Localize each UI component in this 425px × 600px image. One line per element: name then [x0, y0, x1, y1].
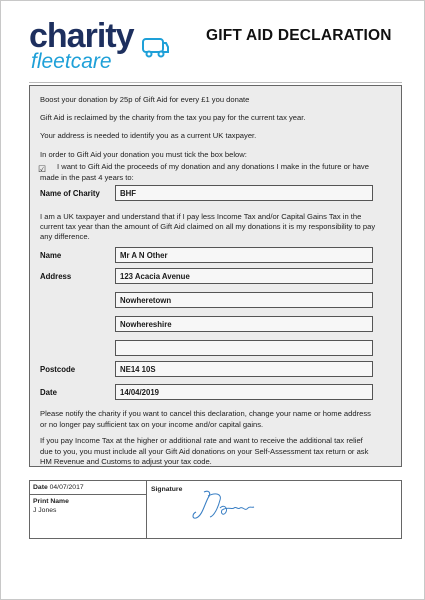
- notes-line-5: HM Revenue and Customs to adjust your tax code.: [40, 457, 212, 466]
- signature-label: Signature: [151, 486, 183, 493]
- footer-date-label: Date: [33, 484, 48, 491]
- notes-line-1: Please notify the charity if you want to cancel this declaration, change your name or home address: [40, 409, 371, 418]
- intro-line-3: Your address is needed to identify you as a current UK taxpayer.: [40, 131, 257, 140]
- address-line-1-field[interactable]: 123 Acacia Avenue: [115, 268, 373, 284]
- header-divider: [29, 82, 402, 83]
- charity-field[interactable]: BHF: [115, 185, 373, 201]
- declaration-box: [29, 85, 402, 467]
- postcode-field[interactable]: NE14 10S: [115, 361, 373, 377]
- intro-line-1: Boost your donation by 25p of Gift Aid for every £1 you donate: [40, 95, 250, 104]
- gift-aid-checkbox[interactable]: ☑: [38, 164, 47, 174]
- intro-line-4: In order to Gift Aid your donation you must tick the box below:: [40, 150, 247, 159]
- date-label: Date: [40, 388, 57, 397]
- print-name-label: Print Name: [33, 498, 69, 505]
- intro-line-2: Gift Aid is reclaimed by the charity from the tax you pay for the current tax year.: [40, 113, 306, 122]
- taxpayer-line-1: I am a UK taxpayer and understand that if I pay less Income Tax and/or Capital Gains Tax in the: [40, 212, 362, 221]
- checkbox-text-line-1: I want to Gift Aid the proceeds of my donation and any donations I make in the future or have: [57, 162, 369, 171]
- notes-line-4: due to you, you must include all your Gift Aid donations on your Self-Assessment tax return or ask: [40, 447, 369, 456]
- taxpayer-line-3: any difference.: [40, 232, 90, 241]
- signature-box: [29, 480, 402, 539]
- notes-line-2: or no longer pay sufficient tax on your income and/or capital gains.: [40, 420, 264, 429]
- notes-line-3: If you pay Income Tax at the higher or additional rate and want to receive the additional tax relief: [40, 436, 363, 445]
- footer-date-value: 04/07/2017: [49, 484, 84, 491]
- date-cell: [30, 481, 147, 495]
- address-line-4-field[interactable]: [115, 340, 373, 356]
- taxpayer-line-2: current tax year than the amount of Gift Aid claimed on all my donations it is my responsibility to pay: [40, 222, 376, 231]
- address-line-2-field[interactable]: Nowheretown: [115, 292, 373, 308]
- name-field[interactable]: Mr A N Other: [115, 247, 373, 263]
- logo-word-charity: charity: [29, 17, 134, 55]
- handwritten-signature: [190, 486, 260, 526]
- charity-fleetcare-logo: [29, 19, 169, 77]
- address-line-3-field[interactable]: Nowhereshire: [115, 316, 373, 332]
- date-field[interactable]: 14/04/2019: [115, 384, 373, 400]
- postcode-label: Postcode: [40, 365, 76, 374]
- checkbox-text-line-2: made in the past 4 years to:: [40, 173, 134, 182]
- print-name-cell: [30, 495, 147, 538]
- logo-word-fleetcare: fleetcare: [31, 50, 112, 73]
- van-icon: [141, 33, 169, 59]
- page-title: GIFT AID DECLARATION: [206, 27, 392, 44]
- print-name-value: J Jones: [33, 507, 57, 514]
- address-label: Address: [40, 272, 72, 281]
- charity-label: Name of Charity: [40, 189, 100, 198]
- name-label: Name: [40, 251, 62, 260]
